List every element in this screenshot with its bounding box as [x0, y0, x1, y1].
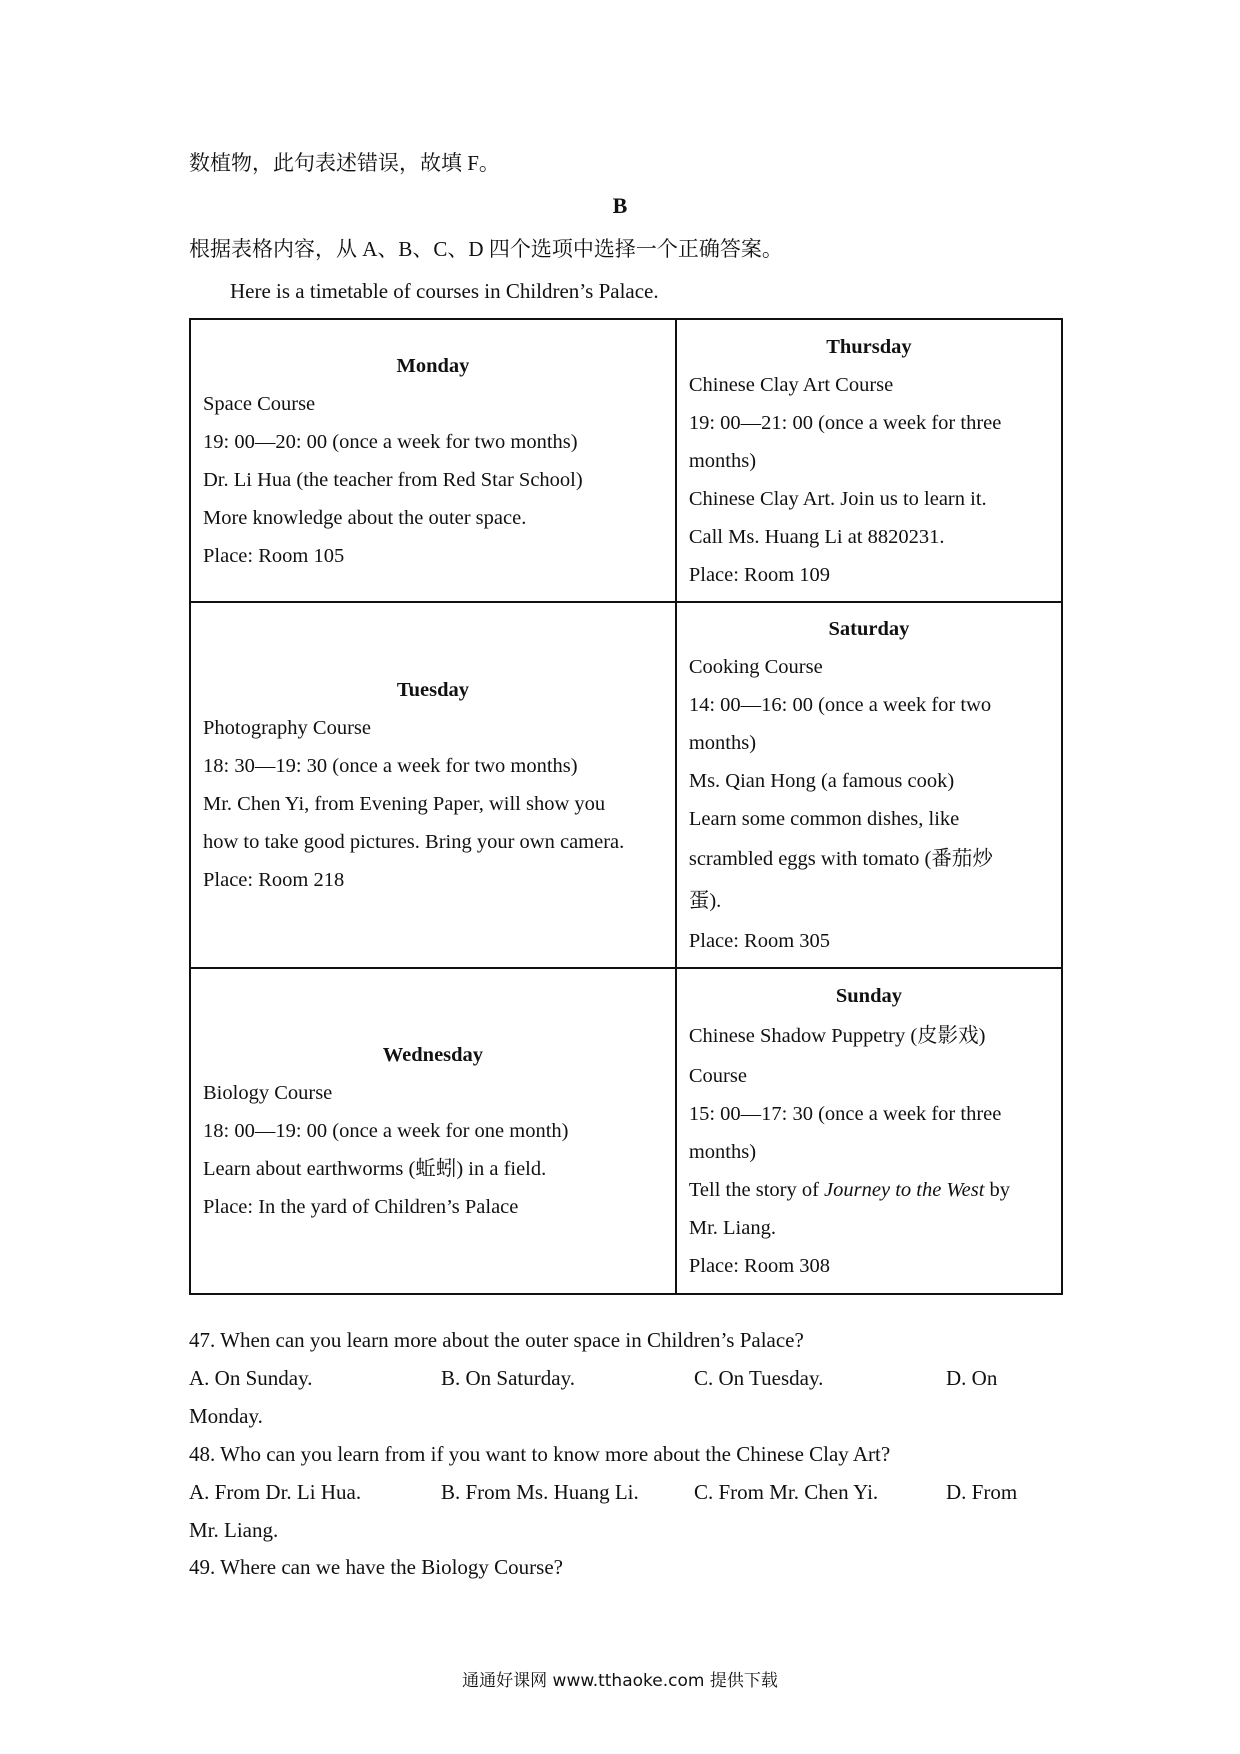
saturday-place: Place: Room 305	[688, 930, 831, 952]
q47-option-b: B. On Saturday.	[441, 1366, 575, 1390]
wednesday-place: Place: In the yard of Children’s Palace	[203, 1196, 519, 1218]
wednesday-time: 18: 00—19: 00 (once a week for one month)	[203, 1120, 569, 1142]
q48-option-b: B. From Ms. Huang Li.	[441, 1480, 639, 1504]
sunday-time-a: 15: 00—17: 30 (once a week for three	[688, 1103, 1002, 1125]
day-sunday: Sunday	[835, 985, 902, 1007]
intro-line: 数植物，此句表述错误，故填 F。	[189, 151, 500, 175]
sunday-time-b: months)	[688, 1141, 757, 1163]
thursday-desc: Chinese Clay Art. Join us to learn it.	[688, 487, 987, 510]
monday-desc: More knowledge about the outer space.	[203, 506, 527, 529]
sunday-course-b: Course	[688, 1065, 747, 1087]
q47-option-c: C. On Tuesday.	[694, 1366, 824, 1390]
tuesday-time: 18: 30—19: 30 (once a week for two months)	[203, 755, 578, 777]
monday-place: Place: Room 105	[203, 544, 345, 567]
day-thursday: Thursday	[826, 335, 912, 358]
sunday-desc-title: Journey to the West	[824, 1179, 985, 1201]
tuesday-desc-b: how to take good pictures. Bring your own camera.	[203, 831, 625, 853]
page-footer: 通通好课网 www.tthaoke.com 提供下载	[462, 1671, 778, 1691]
q47-option-d: D. On	[946, 1366, 998, 1390]
thursday-place: Place: Room 109	[688, 563, 831, 586]
question-48-stem: 48. Who can you learn from if you want to know more about the Chinese Clay Art?	[189, 1442, 891, 1466]
q48-option-a: A. From Dr. Li Hua.	[189, 1480, 362, 1504]
instruction-text: 根据表格内容，从 A、B、C、D 四个选项中选择一个正确答案。	[189, 237, 783, 261]
question-49-stem: 49. Where can we have the Biology Course?	[189, 1555, 563, 1579]
tuesday-desc-a: Mr. Chen Yi, from Evening Paper, will show you	[203, 793, 606, 815]
cell-thursday	[676, 319, 1062, 602]
monday-course: Space Course	[203, 392, 316, 415]
sunday-course-a: Chinese Shadow Puppetry (皮影戏)	[688, 1025, 986, 1047]
question-47-stem: 47. When can you learn more about the outer space in Children’s Palace?	[189, 1328, 804, 1352]
cell-wednesday	[190, 968, 676, 1294]
thursday-time-a: 19: 00—21: 00 (once a week for three	[688, 411, 1002, 434]
cell-sunday	[676, 968, 1062, 1294]
tuesday-place: Place: Room 218	[203, 869, 345, 891]
cell-tuesday	[190, 602, 676, 968]
sunday-desc-post: by	[984, 1179, 1011, 1201]
question-47-options	[189, 1363, 1049, 1393]
sunday-desc-pre: Tell the story of	[688, 1179, 825, 1201]
q47-option-d-wrap: Monday.	[189, 1404, 263, 1428]
thursday-contact: Call Ms. Huang Li at 8820231.	[688, 525, 945, 548]
day-wednesday: Wednesday	[382, 1044, 484, 1066]
day-tuesday: Tuesday	[396, 679, 469, 701]
sunday-desc-b: Mr. Liang.	[688, 1217, 776, 1239]
monday-time: 19: 00—20: 00 (once a week for two months)	[203, 430, 578, 453]
q48-option-d: D. From	[946, 1480, 1018, 1504]
saturday-desc-b: scrambled eggs with tomato (番茄炒	[688, 848, 993, 870]
sunday-place: Place: Room 308	[688, 1255, 831, 1277]
q47-option-a: A. On Sunday.	[189, 1366, 313, 1390]
wednesday-desc: Learn about earthworms (蚯蚓) in a field.	[203, 1158, 547, 1180]
saturday-time-b: months)	[688, 732, 757, 754]
saturday-time-a: 14: 00—16: 00 (once a week for two	[688, 694, 992, 716]
question-48-options	[189, 1477, 1049, 1507]
course-timetable	[189, 318, 1063, 1295]
saturday-teacher: Ms. Qian Hong (a famous cook)	[688, 770, 955, 792]
thursday-course: Chinese Clay Art Course	[688, 373, 894, 396]
lead-in-text: Here is a timetable of courses in Children’s Palace.	[230, 279, 659, 303]
cell-monday	[190, 319, 676, 602]
thursday-time-b: months)	[688, 449, 757, 472]
day-monday: Monday	[396, 354, 470, 377]
sunday-desc	[689, 1171, 1049, 1209]
q48-option-c: C. From Mr. Chen Yi.	[694, 1480, 879, 1504]
q48-option-d-wrap: Mr. Liang.	[189, 1518, 279, 1542]
saturday-desc-a: Learn some common dishes, like	[688, 808, 960, 830]
tuesday-course: Photography Course	[203, 717, 371, 739]
cell-saturday	[676, 602, 1062, 968]
saturday-desc-c: 蛋).	[688, 890, 722, 912]
day-saturday: Saturday	[828, 618, 910, 640]
section-label: B	[612, 193, 628, 218]
wednesday-course: Biology Course	[203, 1082, 333, 1104]
saturday-course: Cooking Course	[688, 656, 823, 678]
monday-teacher: Dr. Li Hua (the teacher from Red Star School)	[203, 468, 583, 491]
